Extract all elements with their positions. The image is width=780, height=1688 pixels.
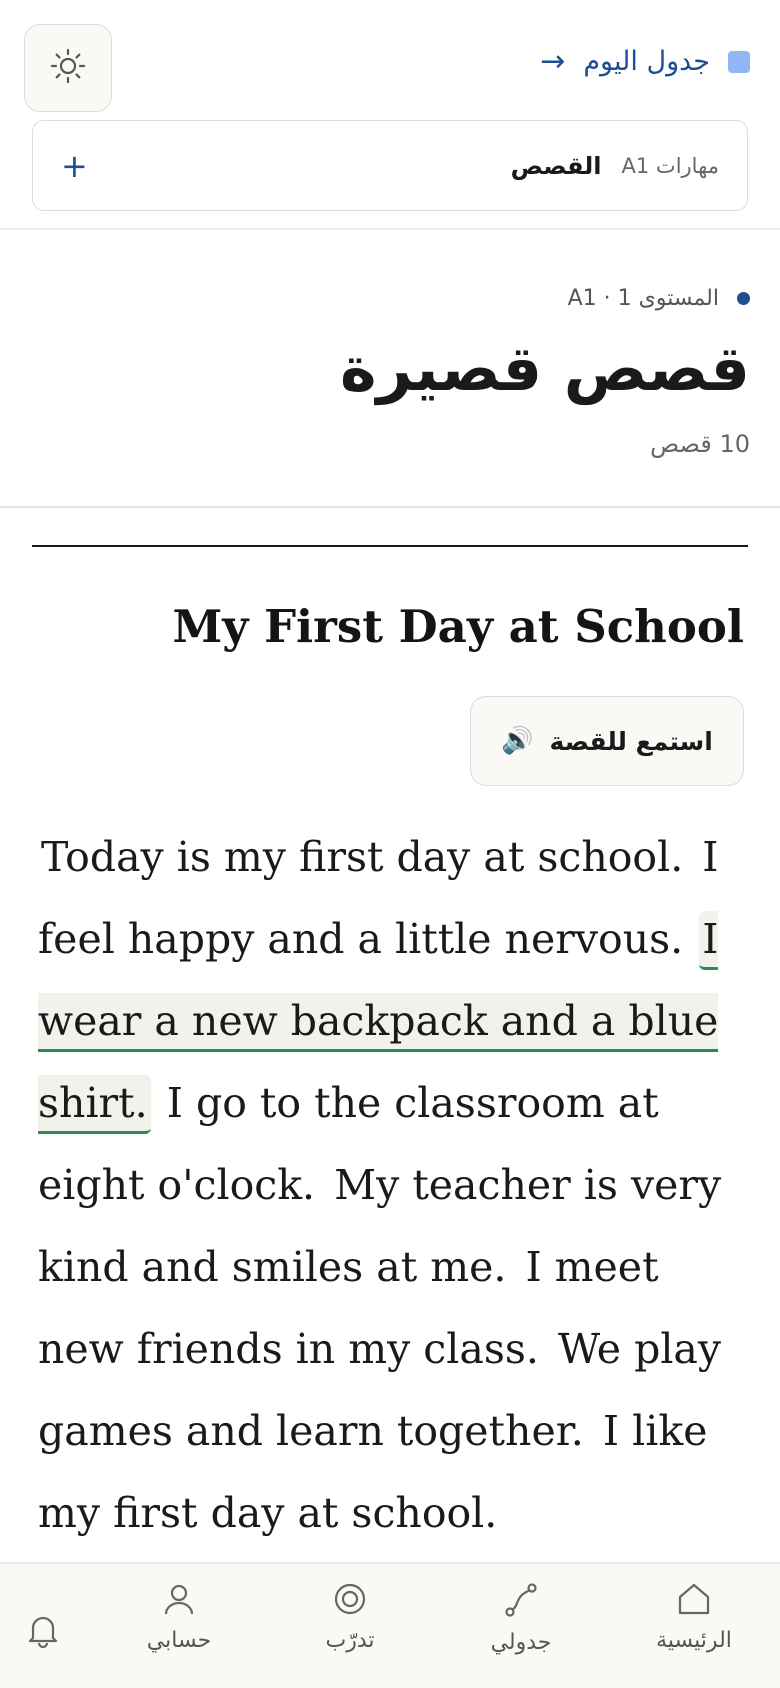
listen-label: استمع للقصة xyxy=(549,726,713,756)
theme-toggle-button[interactable] xyxy=(24,24,112,112)
today-schedule-link[interactable] xyxy=(540,44,750,79)
stories-header xyxy=(0,232,780,508)
nav-item-label: جدولي xyxy=(490,1630,552,1655)
sun-icon xyxy=(48,46,88,90)
target-icon xyxy=(333,1582,367,1620)
story-sentence[interactable]: I feel happy and a little nervous. xyxy=(38,833,719,963)
skills-prefix: مهارات A1 xyxy=(621,153,719,178)
story-sentence[interactable]: We play games and learn together. xyxy=(38,1325,722,1455)
nav-item-schedule[interactable] xyxy=(456,1582,586,1655)
story-sentence[interactable]: My teacher is very kind and smiles at me. xyxy=(38,1161,722,1291)
story-title: My First Day at School xyxy=(172,600,744,653)
story-sentence[interactable]: I like my first day at school. xyxy=(38,1407,708,1537)
bottom-nav xyxy=(0,1562,780,1688)
skills-name: القصص xyxy=(510,151,602,180)
home-icon xyxy=(676,1582,712,1620)
route-icon xyxy=(503,1582,539,1622)
story-sentence-highlighted[interactable]: I wear a new backpack and a blue shirt. xyxy=(38,911,718,1134)
arrow-right-icon: → xyxy=(540,44,566,79)
skills-selector[interactable] xyxy=(32,120,748,211)
nav-item-home[interactable] xyxy=(629,1582,759,1653)
plus-icon[interactable]: + xyxy=(61,146,88,185)
user-icon xyxy=(162,1582,196,1620)
speaker-icon: 🔊 xyxy=(501,726,534,756)
level-indicator xyxy=(568,286,750,311)
story-sentence[interactable]: I meet new friends in my class. xyxy=(38,1243,659,1373)
top-bar xyxy=(0,0,780,230)
nav-item-practice[interactable] xyxy=(285,1582,415,1653)
listen-button[interactable] xyxy=(470,696,744,786)
nav-item-label: تدرّب xyxy=(325,1628,375,1653)
nav-item-label: الرئيسية xyxy=(656,1628,732,1653)
story-text xyxy=(38,816,750,1554)
nav-item-account[interactable] xyxy=(114,1582,244,1653)
page-title: قصص قصيرة xyxy=(339,332,750,405)
level-label: المستوى A1 · 1 xyxy=(567,286,719,311)
nav-item-label: حسابي xyxy=(146,1628,212,1653)
level-dot xyxy=(737,292,750,305)
story-sentence[interactable]: I go to the classroom at eight o'clock. xyxy=(38,1079,659,1209)
bell-icon[interactable] xyxy=(26,1612,60,1652)
divider xyxy=(32,545,748,547)
stories-count: 10 قصص xyxy=(650,430,750,458)
story-sentence[interactable]: Today is my first day at school. xyxy=(41,833,684,881)
today-marker xyxy=(728,51,750,73)
today-schedule-label: جدول اليوم xyxy=(583,46,710,77)
